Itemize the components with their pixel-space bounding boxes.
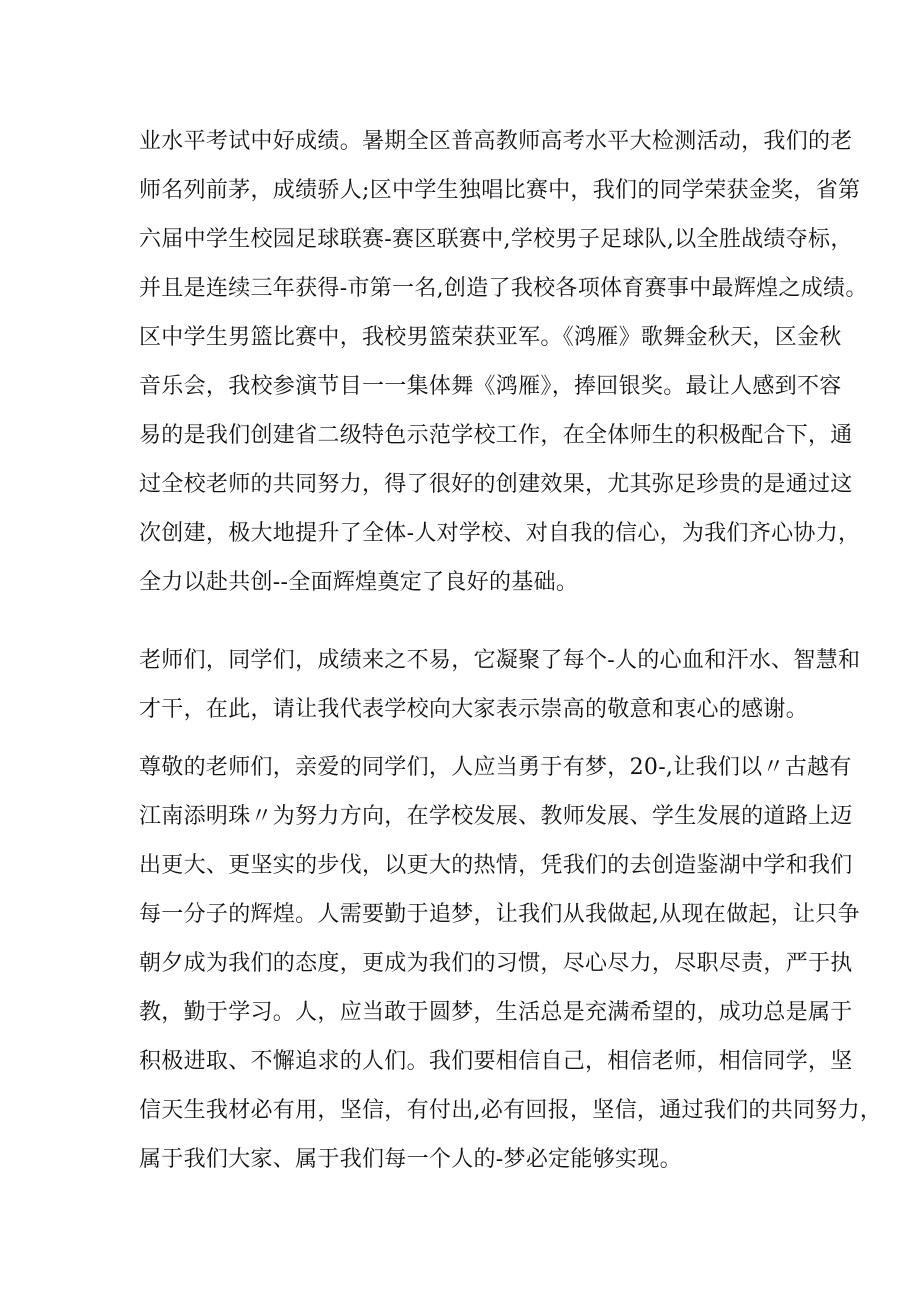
text-line: 师名列前茅，成绩骄人;区中学生独唱比赛中，我们的同学荣获金奖，省第 — [139, 178, 861, 203]
text-line: 每一分子的辉煌。人需要勤于追梦，让我们从我做起,从现在做起，让只争 — [139, 902, 860, 927]
paragraph-dream — [139, 743, 883, 1184]
text-line: 六届中学生校园足球联赛-赛区联赛中,学校男子足球队,以全胜战绩夺标， — [139, 227, 853, 252]
text-line: 过全校老师的共同努力，得了很好的创建效果，尤其弥足珍贵的是通过这 — [139, 472, 853, 497]
text-line: 全力以赴共创--全面辉煌奠定了良好的基础。 — [139, 570, 579, 595]
text-line: 教，勤于学习。人，应当敢于圆梦，生活总是充满希望的，成功总是属于 — [139, 1000, 853, 1025]
text-line: 属于我们大家、属于我们每一个人的-梦必定能够实现。 — [139, 1147, 682, 1172]
paragraph-achievements — [139, 117, 868, 607]
paragraph-thanks — [139, 636, 861, 734]
text-line: 易的是我们创建省二级特色示范学校工作，在全体师生的积极配合下，通 — [139, 423, 853, 448]
text-line: 老师们，同学们，成绩来之不易，它凝聚了每个-人的心血和汗水、智慧和 — [139, 648, 861, 673]
text-line: 区中学生男篮比赛中，我校男篮荣获亚军。《鸿雁》歌舞金秋天，区金秋 — [139, 325, 842, 350]
text-line: 出更大、更坚实的步伐，以更大的热情，凭我们的去创造鉴湖中学和我们 — [139, 853, 853, 878]
text-line: 业水平考试中好成绩。暑期全区普高教师高考水平大检测活动，我们的老 — [139, 129, 853, 154]
text-line: 尊敬的老师们，亲爱的同学们，人应当勇于有梦，20-,让我们以〃古越有 — [139, 755, 852, 780]
text-line: 江南添明珠〃为努力方向，在学校发展、教师发展、学生发展的道路上迈 — [139, 804, 853, 829]
text-line: 积极进取、不懈追求的人们。我们要相信自己，相信老师，相信同学，坚 — [139, 1049, 853, 1074]
text-line: 信天生我材必有用，坚信，有付出,必有回报，坚信，通过我们的共同努力， — [139, 1098, 883, 1123]
text-line: 才干，在此，请让我代表学校向大家表示崇高的敬意和衷心的感谢。 — [139, 697, 809, 722]
text-line: 朝夕成为我们的态度，更成为我们的习惯，尽心尽力，尽职尽责，严于执 — [139, 951, 853, 976]
text-line: 音乐会，我校参演节目一一集体舞《鸿雁》，捧回银奖。最让人感到不容 — [139, 374, 842, 399]
text-line: 并且是连续三年获得-市第一名,创造了我校各项体育赛事中最辉煌之成绩。 — [139, 276, 868, 301]
text-line: 次创建，极大地提升了全体-人对学校、对自我的信心，为我们齐心协力， — [139, 521, 861, 546]
